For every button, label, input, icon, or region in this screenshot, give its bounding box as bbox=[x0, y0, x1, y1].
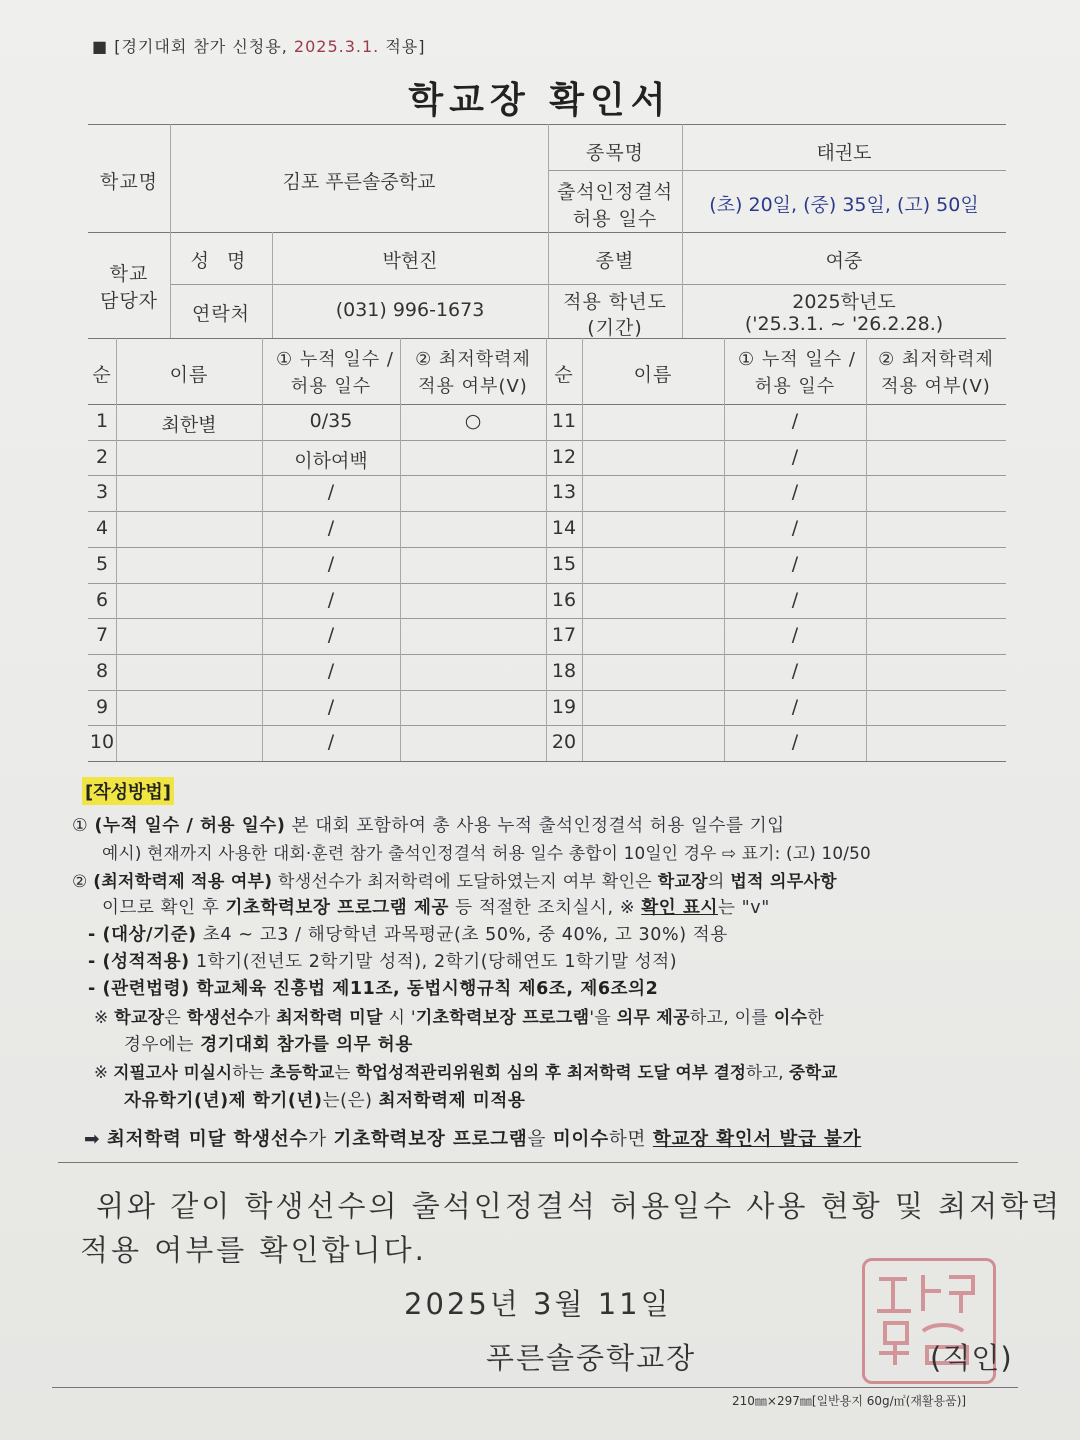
table-row-divider bbox=[88, 725, 1006, 726]
row-number: 18 bbox=[551, 659, 577, 682]
row-number: 1 bbox=[95, 410, 109, 432]
instruction-notice: ➡ 최저학력 미달 학생선수가 기초학력보장 프로그램을 미이수하면 학교장 확인서 발급 불가 bbox=[84, 1129, 862, 1150]
row-number: 10 bbox=[89, 731, 115, 754]
row-number: 13 bbox=[551, 481, 577, 504]
category-label: 종별 bbox=[595, 250, 635, 272]
cumulative-days: / bbox=[327, 695, 335, 718]
table-row-divider bbox=[88, 618, 1006, 619]
table-line bbox=[866, 338, 867, 761]
instruction-line: 경우에는 경기대회 참가를 의무 허용 bbox=[124, 1035, 413, 1055]
col-header-check-right-1: ② 최저학력제 bbox=[878, 349, 994, 370]
row-number: 2 bbox=[95, 445, 109, 468]
row-number: 9 bbox=[95, 695, 109, 718]
table-row-divider bbox=[88, 475, 1006, 476]
col-header-days-right-2: 허용 일수 bbox=[754, 376, 836, 397]
instruction-line: 이므로 확인 후 기초학력보장 프로그램 제공 등 적절한 조치실시, ※ 확인 표시는 "v" bbox=[102, 898, 770, 918]
cumulative-days: / bbox=[327, 588, 335, 611]
row-number: 16 bbox=[551, 588, 577, 611]
cumulative-days: / bbox=[791, 695, 799, 718]
table-row-divider bbox=[88, 690, 1006, 691]
table-row-divider bbox=[88, 440, 1006, 441]
table-line bbox=[88, 232, 1006, 233]
cumulative-days: / bbox=[327, 481, 335, 504]
table-top-border bbox=[88, 124, 1006, 125]
attendance-label-1: 출석인정결석 bbox=[556, 181, 674, 203]
event-value: 태권도 bbox=[816, 142, 872, 164]
event-label: 종목명 bbox=[585, 142, 645, 164]
table-line bbox=[582, 338, 583, 761]
cumulative-days: / bbox=[791, 659, 799, 682]
cumulative-days: 이하여백 bbox=[294, 449, 368, 472]
year-value-1: 2025학년도 bbox=[792, 291, 896, 313]
cumulative-days: / bbox=[791, 445, 799, 468]
table-row-divider bbox=[88, 583, 1006, 584]
cumulative-days: / bbox=[327, 731, 335, 754]
cumulative-days: / bbox=[791, 552, 799, 575]
instruction-line: - (관련법령) 학교체육 진흥법 제11조, 동법시행규칙 제6조, 제6조의2 bbox=[88, 979, 659, 999]
cumulative-days: / bbox=[327, 624, 335, 647]
col-header-days-1: ① 누적 일수 / bbox=[276, 349, 394, 370]
instruction-line: 예시) 현재까지 사용한 대회·훈련 참가 출석인정결석 허용 일수 총합이 10일인 경우 ⇨ 표기: (고) 10/50 bbox=[102, 843, 871, 863]
seal-label: (직인) bbox=[930, 1341, 1013, 1375]
manager-label-1: 학교 bbox=[109, 263, 149, 285]
row-number: 17 bbox=[551, 624, 577, 647]
col-header-check-2: 적용 여부(V) bbox=[418, 376, 528, 397]
table-line bbox=[116, 338, 117, 761]
cumulative-days: / bbox=[791, 481, 799, 504]
table-bottom-border bbox=[88, 761, 1006, 762]
instruction-line: - (성적적용) 1학기(전년도 2학기말 성적), 2학기(당해연도 1학기말 성적) bbox=[88, 952, 678, 972]
min-academic-check: ○ bbox=[464, 410, 482, 432]
row-number: 12 bbox=[551, 445, 577, 468]
instruction-line: ① (누적 일수 / 허용 일수) 본 대회 포함하여 총 사용 누적 출석인정결석 허용 일수를 기입 bbox=[72, 816, 785, 836]
instruction-line: ② (최저학력제 적용 여부) 학생선수가 최저학력에 도달하였는지 여부 확인은 학교장의 법적 의무사항 bbox=[72, 872, 837, 892]
paper-size-note: 210㎜×297㎜[일반용지 60g/㎡(재활용품)] bbox=[732, 1394, 967, 1408]
col-header-name-right: 이름 bbox=[633, 364, 673, 386]
closing-date: 2025년 3월 11일 bbox=[404, 1287, 672, 1321]
cumulative-days: / bbox=[791, 624, 799, 647]
section-divider bbox=[58, 1162, 1018, 1163]
category-value: 여중 bbox=[825, 250, 863, 272]
school-name: 김포 푸른솔중학교 bbox=[282, 171, 436, 193]
row-number: 8 bbox=[95, 659, 109, 682]
table-line bbox=[88, 338, 1006, 339]
col-header-days-right-1: ① 누적 일수 / bbox=[738, 349, 856, 370]
year-label-1: 적용 학년도 bbox=[563, 291, 667, 313]
table-line bbox=[170, 284, 1006, 285]
cumulative-days: / bbox=[791, 731, 799, 754]
table-line bbox=[88, 404, 1006, 405]
arrow-box-icon: ➡ bbox=[84, 1129, 107, 1150]
cumulative-days: / bbox=[791, 588, 799, 611]
cumulative-days: / bbox=[327, 552, 335, 575]
cumulative-days: / bbox=[791, 410, 799, 432]
row-number: 3 bbox=[95, 481, 109, 504]
row-number: 6 bbox=[95, 588, 109, 611]
col-header-check-right-2: 적용 여부(V) bbox=[881, 376, 991, 397]
row-number: 19 bbox=[551, 695, 577, 718]
manager-name: 박현진 bbox=[382, 250, 438, 272]
col-header-check-1: ② 최저학력제 bbox=[415, 349, 531, 370]
year-value-2: ('25.3.1. ~ '26.2.28.) bbox=[744, 313, 944, 335]
col-header-no-right: 순 bbox=[554, 364, 574, 386]
row-number: 11 bbox=[551, 410, 577, 432]
table-line bbox=[548, 170, 1006, 171]
row-number: 7 bbox=[95, 624, 109, 647]
table-row-divider bbox=[88, 654, 1006, 655]
year-label-2: (기간) bbox=[587, 317, 643, 339]
row-number: 4 bbox=[95, 517, 109, 540]
closing-statement-1: 위와 같이 학생선수의 출석인정결석 허용일수 사용 현황 및 최저학력 bbox=[96, 1189, 1063, 1223]
manager-name-label: 성 명 bbox=[190, 250, 252, 272]
table-row-divider bbox=[88, 547, 1006, 548]
table-line bbox=[400, 338, 401, 761]
instruction-line: ※ 학교장은 학생선수가 최저학력 미달 시 '기초학력보장 프로그램'을 의무 제공하고, 이를 이수한 bbox=[94, 1008, 825, 1028]
attendance-value: (초) 20일, (중) 35일, (고) 50일 bbox=[709, 194, 979, 216]
footer-divider bbox=[52, 1387, 1018, 1388]
closing-statement-2: 적용 여부를 확인합니다. bbox=[80, 1233, 427, 1267]
student-name: 최한별 bbox=[161, 414, 217, 436]
attendance-label-2: 허용 일수 bbox=[572, 208, 658, 230]
table-row-divider bbox=[88, 511, 1006, 512]
instruction-line: 자유학기(년)제 학기(년)는(은) 최저학력제 미적용 bbox=[124, 1091, 526, 1111]
col-header-no: 순 bbox=[92, 364, 112, 386]
header-note: ■ [경기대회 참가 신청용, 2025.3.1. 적용] bbox=[92, 37, 426, 56]
cumulative-days: 0/35 bbox=[309, 410, 353, 432]
row-number: 14 bbox=[551, 517, 577, 540]
instruction-line: ※ 지필고사 미실시하는 초등학교는 학업성적관리위원회 심의 후 최저학력 도달 여부 결정하고, 중학교 bbox=[94, 1063, 838, 1082]
cumulative-days: / bbox=[791, 517, 799, 540]
manager-contact-label: 연락처 bbox=[191, 303, 251, 325]
header-note-date: 2025.3.1. bbox=[293, 37, 380, 56]
manager-label-2: 담당자 bbox=[99, 290, 159, 312]
cumulative-days: / bbox=[327, 517, 335, 540]
document-title: 학교장 확인서 bbox=[408, 80, 672, 121]
instructions-heading: [작성방법] bbox=[82, 777, 174, 805]
signer-name: 푸른솔중학교장 bbox=[486, 1341, 697, 1375]
cumulative-days: / bbox=[327, 659, 335, 682]
row-number: 15 bbox=[551, 552, 577, 575]
manager-contact: (031) 996-1673 bbox=[335, 299, 485, 321]
school-label: 학교명 bbox=[99, 171, 159, 193]
col-header-days-2: 허용 일수 bbox=[290, 376, 372, 397]
instruction-line: - (대상/기준) 초4 ~ 고3 / 해당학년 과목평균(초 50%, 중 40%, 고 30%) 적용 bbox=[88, 925, 728, 945]
col-header-name: 이름 bbox=[169, 364, 209, 386]
row-number: 20 bbox=[551, 731, 577, 754]
row-number: 5 bbox=[95, 552, 109, 575]
